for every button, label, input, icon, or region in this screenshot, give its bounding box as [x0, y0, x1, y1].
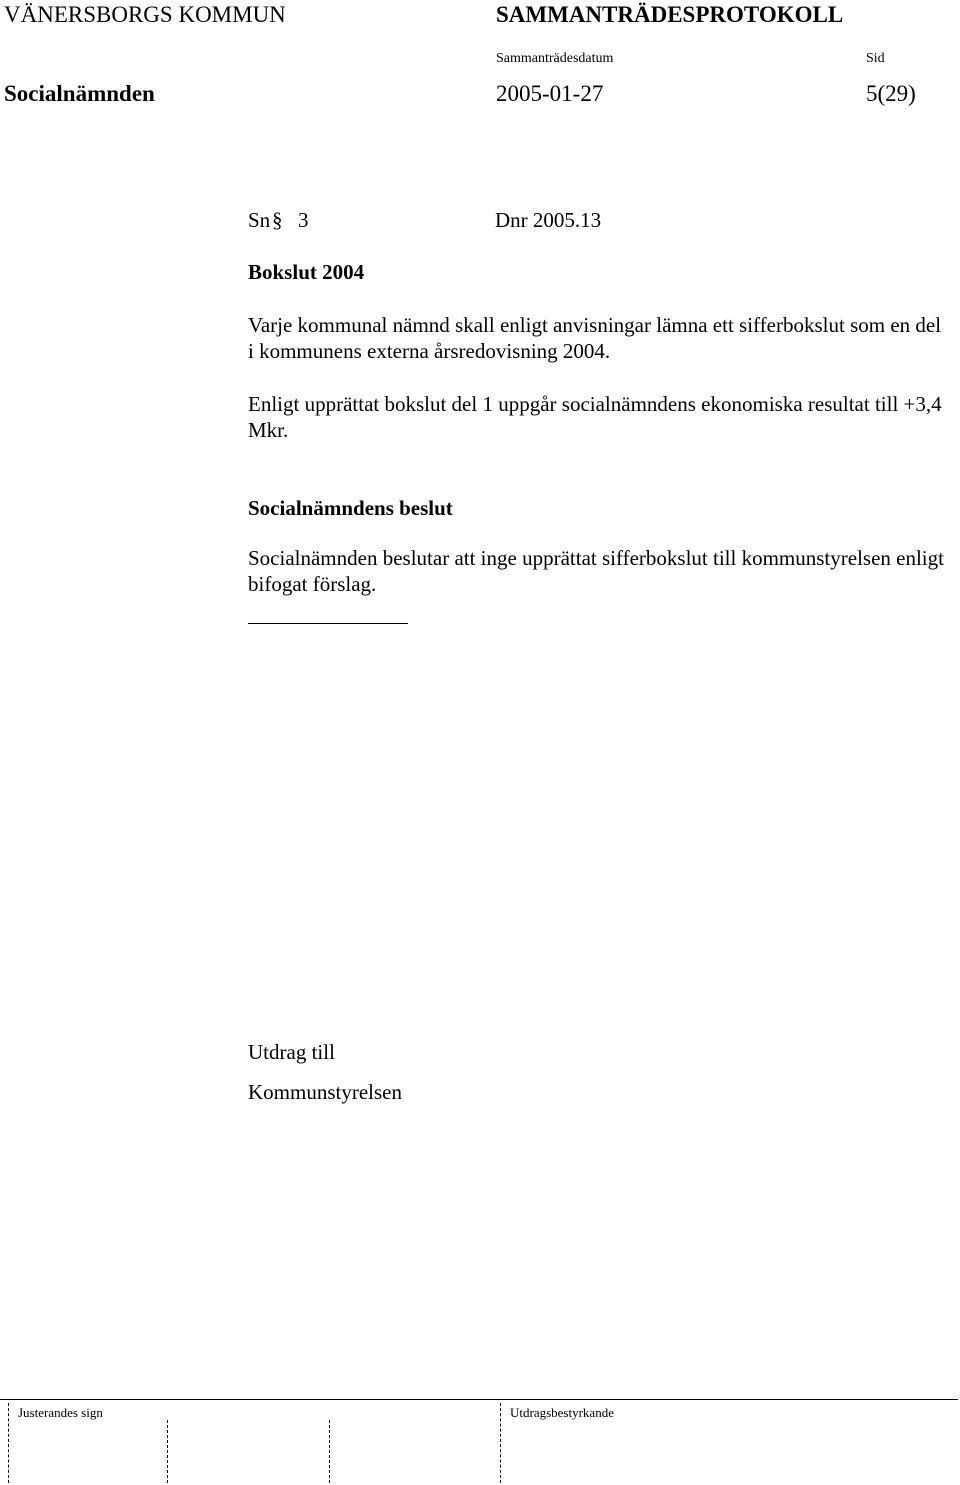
sign-label: Justerandes sign: [18, 1405, 103, 1420]
section-prefix: Sn: [248, 208, 271, 232]
diary-number: Dnr 2005.13: [495, 208, 602, 232]
page-number: 5(29): [866, 81, 916, 106]
meeting-date: 2005-01-27: [496, 81, 604, 106]
extract-recipient: Kommunstyrelsen: [248, 1080, 402, 1104]
committee-name: Socialnämnden: [4, 81, 155, 106]
signature-box-divider: [500, 1403, 501, 1483]
signature-box-divider: [167, 1420, 168, 1483]
page-label: Sid: [866, 51, 885, 66]
signature-box-divider: [329, 1420, 330, 1483]
decision-heading: Socialnämndens beslut: [248, 496, 453, 520]
decision-text: Socialnämnden beslutar att inge upprättat sifferbokslut till kommunstyrelsen enligt bifogat förslag.: [248, 546, 944, 596]
section-sign: §: [272, 208, 283, 232]
item-title: Bokslut 2004: [248, 260, 365, 284]
paragraph: Enligt upprättat bokslut del 1 uppgår socialnämndens ekonomiska resultat till +3,4 Mkr.: [248, 392, 942, 442]
signature-box-divider: [8, 1403, 9, 1483]
decision-end-rule: [248, 623, 408, 624]
municipality-name: VÄNERSBORGS KOMMUN: [4, 2, 286, 27]
certification-label: Utdragsbestyrkande: [510, 1405, 614, 1420]
extract-label: Utdrag till: [248, 1040, 335, 1064]
section-number: 3: [298, 208, 309, 232]
document-type: SAMMANTRÄDESPROTOKOLL: [496, 2, 844, 27]
paragraph: Varje kommunal nämnd skall enligt anvisningar lämna ett sifferbokslut som en del i kommunens externa årsredovisning 2004.: [248, 313, 942, 363]
date-label: Sammanträdesdatum: [496, 51, 614, 66]
footer-rule: [0, 1399, 958, 1400]
